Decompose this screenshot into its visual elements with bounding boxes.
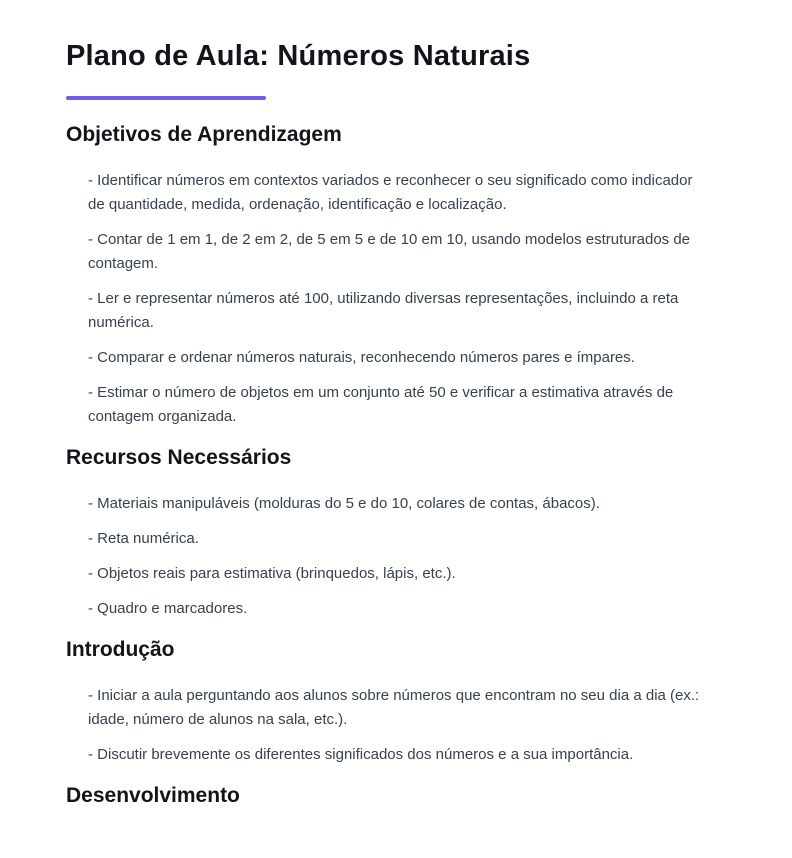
title-accent-divider xyxy=(66,96,266,100)
list-item: - Iniciar a aula perguntando aos alunos sobre números que encontram no seu dia a dia (ex.: idade, número de alunos na sala, etc.). xyxy=(88,687,700,728)
list-item: - Contar de 1 em 1, de 2 em 2, de 5 em 5 e de 10 em 10, usando modelos estruturados de contagem. xyxy=(88,231,691,272)
section-recursos-necessarios xyxy=(66,445,707,621)
list-item: - Ler e representar números até 100, utilizando diversas representações, incluindo a reta numérica. xyxy=(88,290,679,331)
section-heading: Recursos Necessários xyxy=(66,446,292,469)
list-item: - Objetos reais para estimativa (brinquedos, lápis, etc.). xyxy=(88,565,456,582)
page-title: Plano de Aula: Números Naturais xyxy=(66,40,531,72)
section-desenvolvimento xyxy=(66,783,707,808)
list-item: - Materiais manipuláveis (molduras do 5 e do 10, colares de contas, ábacos). xyxy=(88,495,600,512)
section-heading: Desenvolvimento xyxy=(66,784,240,807)
list-item: - Estimar o número de objetos em um conjunto até 50 e verificar a estimativa através de contagem organizada. xyxy=(88,384,674,425)
section-introducao xyxy=(66,637,707,767)
list-item: - Comparar e ordenar números naturais, reconhecendo números pares e ímpares. xyxy=(88,349,635,366)
section-heading: Introdução xyxy=(66,638,175,661)
list-item: - Quadro e marcadores. xyxy=(88,600,248,617)
list-item: - Reta numérica. xyxy=(88,530,199,547)
list-item: - Identificar números em contextos variados e reconhecer o seu significado como indicador de quantidade, medida, ordenação, identificação e localização. xyxy=(88,172,693,213)
section-objetivos-de-aprendizagem xyxy=(66,122,707,429)
section-heading: Objetivos de Aprendizagem xyxy=(66,123,342,146)
list-item: - Discutir brevemente os diferentes significados dos números e a sua importância. xyxy=(88,746,634,763)
